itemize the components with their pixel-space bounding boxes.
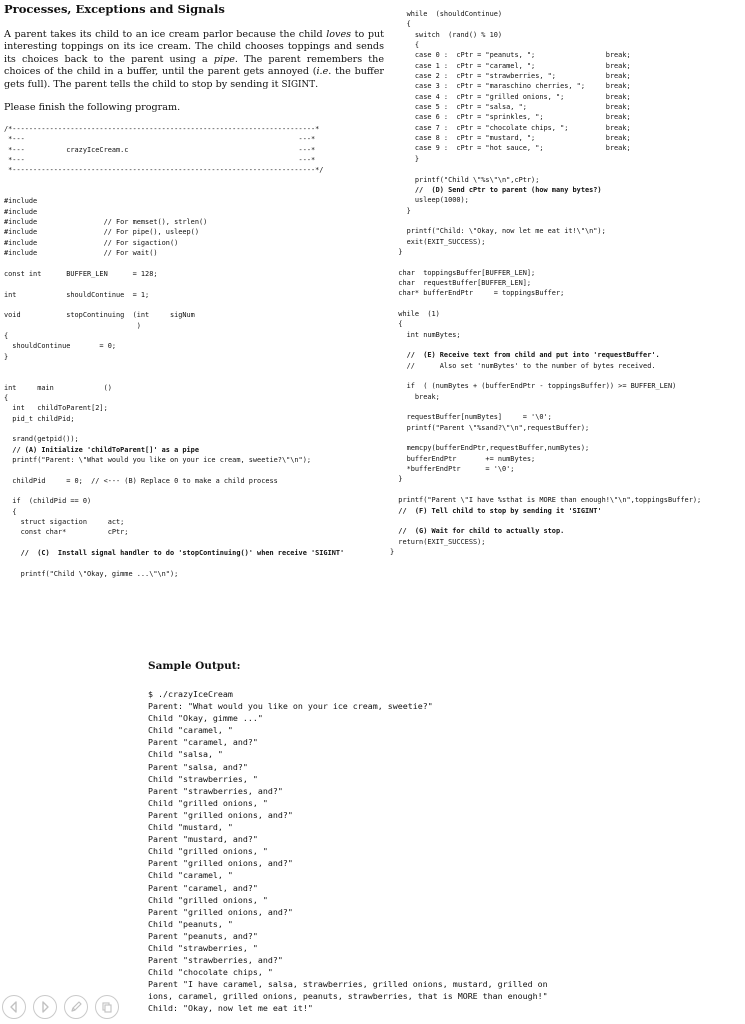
finish-prompt: Please finish the following program. — [4, 102, 181, 113]
code-left-line: { — [4, 393, 9, 402]
sample-output-line: Parent "salsa, and?" — [148, 761, 248, 772]
code-right-line: // (G) Wait for child to actually stop. — [390, 527, 565, 536]
code-right-line: case 7 : cPtr = "chocolate chips, "; break; — [390, 123, 631, 132]
code-right-line: case 5 : cPtr = "salsa, "; break; — [390, 103, 631, 112]
code-right-line: // Also set 'numBytes' to the number of bytes received. — [390, 361, 656, 370]
intro-sigint: SIGINT — [281, 79, 316, 90]
code-left-line: ) — [4, 321, 141, 330]
sample-output-line: Child "chocolate chips, " — [148, 967, 273, 978]
code-left-line: #include — [4, 207, 38, 216]
code-right-line: { — [390, 41, 420, 50]
sample-output-line: Child "grilled onions, " — [148, 797, 268, 808]
forward-button[interactable] — [33, 995, 57, 1019]
code-left-line: /*-------------------------------------------------------------------------* — [4, 125, 320, 133]
code-right-line: usleep(1000); — [390, 196, 469, 205]
sample-output-line: Child "salsa, " — [148, 749, 223, 760]
code-right-line: break; — [390, 392, 440, 401]
intro-emph-loves: loves — [326, 29, 352, 40]
code-right-line: case 1 : cPtr = "caramel, "; break; — [390, 61, 631, 70]
code-left-line: const int BUFFER_LEN = 128; — [4, 269, 158, 278]
code-right-line: bufferEndPtr += numBytes; — [390, 454, 536, 463]
sample-output-line: Parent "peanuts, and?" — [148, 930, 258, 941]
code-right-line: while (shouldContinue) — [390, 10, 503, 18]
code-left-line: shouldContinue = 0; — [4, 342, 117, 351]
code-right-line: case 6 : cPtr = "sprinkles, "; break; — [390, 113, 631, 122]
sample-output-line: Child "peanuts, " — [148, 918, 233, 929]
pages-icon — [100, 1000, 114, 1014]
code-listing-right — [390, 9, 701, 557]
code-right-line: return(EXIT_SUCCESS); — [390, 537, 486, 546]
code-right-line: *bufferEndPtr = '\0'; — [390, 465, 515, 474]
code-left-line: printf("Child \"Okay, gimme ...\"\n"); — [4, 569, 179, 578]
code-left-line: *--- ---* — [4, 135, 316, 144]
intro-text-3: . The parent remembers the choices of the child in a buffer, until the parent gets annoyed ( — [4, 53, 384, 78]
forward-icon — [38, 1000, 52, 1014]
intro-paragraph — [4, 29, 384, 91]
page-nav-toolbar — [2, 995, 119, 1023]
code-right-line: { — [390, 20, 411, 29]
sample-output-line: $ ./crazyIceCream — [148, 689, 233, 699]
code-right-line: switch (rand() % 10) — [390, 30, 503, 39]
code-right-line: } — [390, 206, 411, 215]
code-right-line: printf("Parent \"%sand?\"\n",requestBuffer); — [390, 423, 590, 432]
intro-text-4: the buffer gets full). The parent tells the child to stop by sending it — [4, 66, 384, 90]
code-right-line: printf("Child: \"Okay, now let me eat it!\"\n"); — [390, 227, 606, 236]
sample-output-line: ions, caramel, grilled onions, peanuts, strawberries, that is MORE than enough!" — [148, 991, 548, 1002]
code-left-line: #include — [4, 197, 38, 206]
sample-output-line: Child "Okay, gimme ..." — [148, 713, 263, 724]
pen-icon — [69, 1000, 83, 1014]
sample-output-line: Parent "grilled onions, and?" — [148, 858, 293, 869]
code-left-line: #include // For pipe(), usleep() — [4, 228, 199, 237]
code-right-line: } — [390, 475, 403, 484]
sample-output-line: Child "caramel, " — [148, 870, 233, 881]
code-left-line: printf("Parent: \"What would you like on your ice cream, sweetie?\"\n"); — [4, 456, 311, 464]
code-right-line: printf("Parent \"I have %sthat is MORE than enough!\"\n",toppingsBuffer); — [390, 496, 702, 505]
code-right-line: int numBytes; — [390, 330, 461, 339]
sample-output-line: Parent "mustard, and?" — [148, 834, 258, 845]
code-right-line: requestBuffer[numBytes] = '\0'; — [390, 413, 552, 422]
code-left-line: #include // For memset(), strlen() — [4, 218, 208, 227]
sample-output-line: Child "strawberries, " — [148, 942, 258, 953]
code-right-line: // (E) Receive text from child and put into 'requestBuffer'. — [390, 351, 660, 360]
code-right-line: printf("Child \"%s\"\n",cPtr); — [390, 175, 540, 184]
code-left-line: struct sigaction act; — [4, 518, 125, 527]
back-icon — [7, 1000, 21, 1014]
code-right-line: { — [390, 320, 403, 329]
code-left-line: #include // For wait() — [4, 249, 158, 258]
code-left-line: { — [4, 331, 9, 340]
intro-emph-pipe: pipe — [213, 53, 235, 65]
code-left-line: pid_t childPid; — [4, 414, 75, 423]
code-right-line: case 0 : cPtr = "peanuts, "; break; — [390, 51, 631, 60]
code-right-line: exit(EXIT_SUCCESS); — [390, 237, 486, 246]
sample-output-line: Parent "grilled onions, and?" — [148, 906, 293, 917]
pages-button[interactable] — [95, 995, 119, 1019]
intro-text-1: A parent takes its child to an ice cream parlor because the child — [4, 29, 327, 40]
code-left-line: // (A) Initialize 'childToParent[]' as a pipe — [4, 445, 199, 454]
code-right-line: } — [390, 547, 395, 556]
sample-output-line: Child "grilled onions, " — [148, 846, 268, 857]
sample-output-title: Sample Output: — [148, 660, 241, 672]
sample-output-line: Parent "caramel, and?" — [148, 737, 258, 748]
annotate-button[interactable] — [64, 995, 88, 1019]
code-right-line: case 9 : cPtr = "hot sauce, "; break; — [390, 144, 631, 153]
code-left-line: *-------------------------------------------------------------------------*/ — [4, 166, 324, 175]
back-button[interactable] — [2, 995, 26, 1019]
code-left-line: // (C) Install signal handler to do 'stopContinuing()' when receive 'SIGINT' — [4, 549, 345, 558]
code-left-line: *--- crazyIceCream.c ---* — [4, 145, 316, 154]
code-left-line: childPid = 0; // <--- (B) Replace 0 to make a child process — [4, 476, 278, 485]
code-left-line: const char* cPtr; — [4, 528, 129, 537]
code-right-line: } — [390, 247, 403, 256]
intro-text-2: to put interesting toppings on its ice cream. The child chooses toppings and sends its choices back to the parent using a — [4, 29, 384, 65]
code-left-line: int main () — [4, 383, 112, 392]
page-title: Processes, Exceptions and Signals — [4, 2, 225, 16]
code-left-line: if (childPid == 0) — [4, 497, 92, 506]
code-right-line: if ( (numBytes + (bufferEndPtr - toppingsBuffer)) >= BUFFER_LEN) — [390, 382, 677, 391]
code-right-line: case 3 : cPtr = "maraschino cherries, "; break; — [390, 82, 631, 91]
code-left-line: int childToParent[2]; — [4, 404, 108, 413]
sample-output-line: Child "grilled onions, " — [148, 894, 268, 905]
sample-output-line: Parent "strawberries, and?" — [148, 785, 283, 796]
code-right-line: while (1) — [390, 309, 440, 318]
code-right-line: // (F) Tell child to stop by sending it 'SIGINT' — [390, 506, 602, 515]
code-left-line: *--- ---* — [4, 156, 316, 165]
sample-output-line: Parent "strawberries, and?" — [148, 955, 283, 966]
code-left-line: } — [4, 352, 9, 361]
code-left-line: void stopContinuing (int sigNum — [4, 311, 195, 320]
sample-output-line: Parent "I have caramel, salsa, strawberries, grilled onions, mustard, grilled on — [148, 979, 548, 990]
sample-output-line: Child "mustard, " — [148, 822, 233, 833]
sample-output-line: Child "caramel, " — [148, 725, 233, 736]
code-left-line: int shouldContinue = 1; — [4, 290, 150, 299]
code-right-line: // (D) Send cPtr to parent (how many bytes?) — [390, 185, 602, 194]
code-right-line: case 8 : cPtr = "mustard, "; break; — [390, 134, 631, 143]
code-right-line: case 4 : cPtr = "grilled onions, "; break; — [390, 92, 631, 101]
code-right-line: char toppingsBuffer[BUFFER_LEN]; — [390, 268, 536, 277]
code-right-line: char requestBuffer[BUFFER_LEN]; — [390, 278, 532, 287]
code-listing-left — [4, 124, 344, 579]
intro-emph-ie: i.e. — [316, 66, 332, 78]
code-left-line: { — [4, 507, 17, 516]
code-right-line: } — [390, 154, 420, 163]
intro-text-5: . — [315, 78, 319, 90]
sample-output-line: Child: "Okay, now let me eat it!" — [148, 1003, 313, 1014]
sample-output-block — [148, 688, 548, 1015]
sample-output-line: Parent "grilled onions, and?" — [148, 809, 293, 820]
sample-output-line: Parent: "What would you like on your ice cream, sweetie?" — [148, 701, 433, 712]
code-right-line: memcpy(bufferEndPtr,requestBuffer,numBytes); — [390, 444, 590, 453]
code-left-line: #include // For sigaction() — [4, 238, 179, 247]
sample-output-line: Child "strawberries, " — [148, 773, 258, 784]
code-right-line: case 2 : cPtr = "strawberries, "; break; — [390, 72, 631, 81]
sample-output-line: Parent "caramel, and?" — [148, 882, 258, 893]
code-right-line: char* bufferEndPtr = toppingsBuffer; — [390, 289, 565, 298]
code-left-line: srand(getpid()); — [4, 435, 79, 444]
